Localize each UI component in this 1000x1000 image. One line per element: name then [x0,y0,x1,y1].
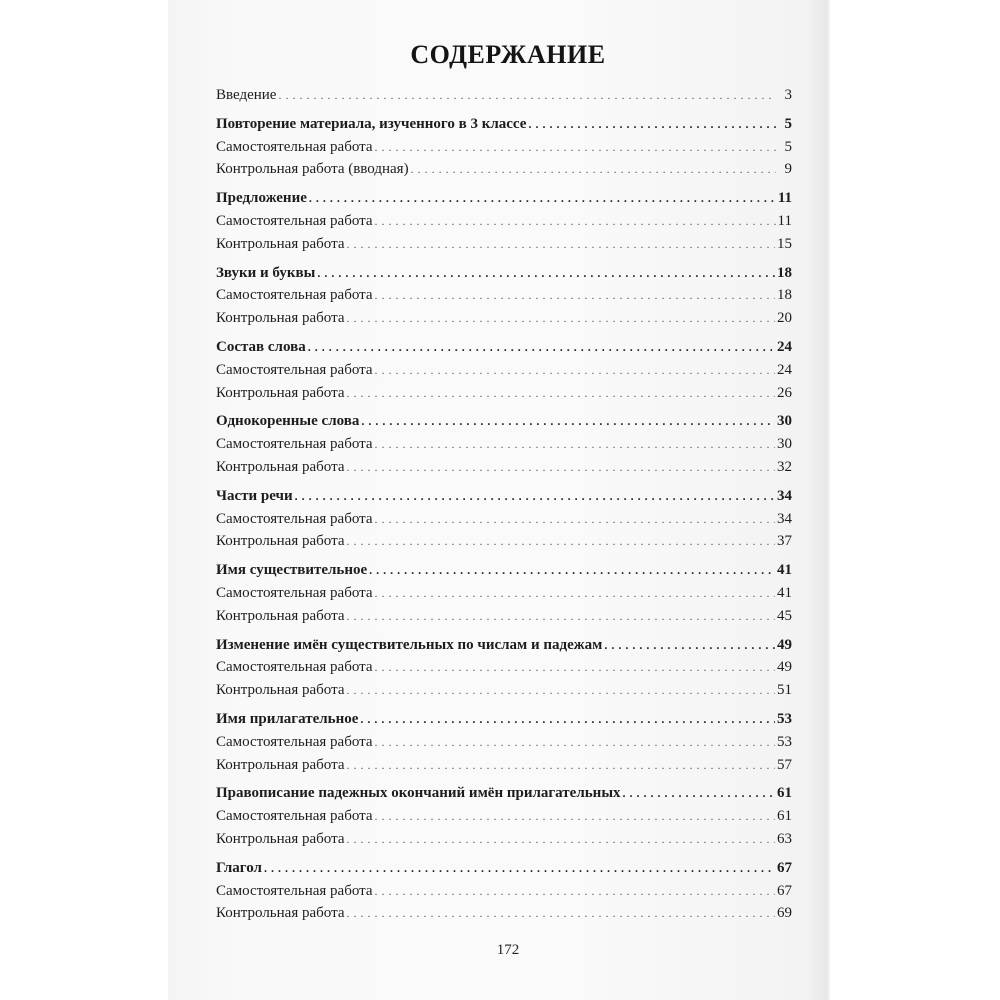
toc-subsection-row [216,605,792,628]
toc-section-row [216,410,792,433]
toc-entry-page: 53 [777,733,792,750]
toc-entry-page: 53 [777,710,792,727]
toc-leader-dots [346,679,775,702]
toc-entry-page: 34 [777,510,792,527]
toc-entry-page: 41 [777,584,792,601]
toc-entry-label: Самостоятельная работа [216,212,373,229]
toc-leader-dots [604,634,775,657]
toc-entry-label: Имя прилагательное [216,710,359,727]
toc-leader-dots [375,805,775,828]
toc-subsection-row [216,508,792,531]
toc-entry-label: Состав слова [216,338,306,355]
toc-entry-page: 67 [777,859,792,876]
toc-entry-label: Глагол [216,859,262,876]
toc-entry-page: 3 [784,87,792,103]
toc-entry-label: Контрольная работа (вводная) [216,161,409,178]
toc-entry-page: 49 [777,659,792,676]
toc-subsection-row [216,582,792,605]
toc-leader-dots [346,456,775,479]
toc-section-row [216,113,792,136]
toc-leader-dots [309,187,776,210]
toc-leader-dots [375,284,775,307]
toc-leader-dots [375,582,775,605]
toc-subsection-row [216,233,792,256]
toc-section-row [216,782,792,805]
toc-subsection-row [216,359,792,382]
toc-entry-page: 69 [777,905,792,922]
toc-entry-page: 45 [777,607,792,624]
toc-entry-label: Контрольная работа [216,458,345,475]
toc-entry-page: 20 [777,310,792,327]
toc-entry-label: Самостоятельная работа [216,882,373,899]
toc-leader-dots [375,508,775,531]
toc-entry-page: 63 [777,830,792,847]
table-of-contents [216,84,792,925]
toc-subsection-row [216,530,792,553]
toc-entry-label: Звуки и буквы [216,264,316,281]
toc-entry-page: 11 [777,212,792,229]
toc-leader-dots [375,359,775,382]
toc-leader-dots [346,754,775,777]
toc-entry-page: 67 [777,882,792,899]
toc-section-row [216,857,792,880]
toc-entry-page: 34 [777,487,792,504]
toc-leader-dots [346,233,775,256]
toc-leader-dots [360,708,775,731]
toc-leader-dots [375,731,775,754]
toc-entry-page: 24 [777,338,792,355]
toc-entry-label: Однокоренные слова [216,413,360,430]
toc-section-row [216,559,792,582]
toc-entry-label: Контрольная работа [216,756,345,773]
toc-entry-page: 41 [777,562,792,579]
toc-entry-label: Самостоятельная работа [216,287,373,304]
toc-entry-page: 37 [777,533,792,550]
toc-entry-page: 9 [784,161,792,178]
toc-leader-dots [278,84,776,107]
toc-leader-dots [346,382,775,405]
toc-entry-label: Самостоятельная работа [216,584,373,601]
toc-section-row [216,485,792,508]
toc-entry-label: Контрольная работа [216,384,345,401]
toc-subsection-row [216,136,792,159]
toc-entry-page: 24 [777,361,792,378]
toc-entry-label: Самостоятельная работа [216,510,373,527]
toc-entry-label: Самостоятельная работа [216,436,373,453]
toc-subsection-row [216,656,792,679]
toc-leader-dots [369,559,775,582]
toc-subsection-row [216,307,792,330]
toc-subsection-row [216,433,792,456]
toc-entry-label: Самостоятельная работа [216,808,373,825]
toc-entry-label: Контрольная работа [216,235,345,252]
toc-subsection-row [216,382,792,405]
toc-subsection-row [216,679,792,702]
toc-entry-label: Самостоятельная работа [216,659,373,676]
toc-leader-dots [295,485,775,508]
toc-entry-label: Контрольная работа [216,830,345,847]
toc-subsection-row [216,828,792,851]
toc-subsection-row [216,210,792,233]
page-edge-shadow [806,0,830,1000]
toc-entry-page: 5 [784,115,792,132]
toc-subsection-row [216,880,792,903]
toc-leader-dots [375,433,775,456]
toc-leader-dots [346,605,775,628]
toc-entry-label: Повторение материала, изученного в 3 классе [216,115,527,132]
toc-entry-label: Введение [216,87,277,103]
toc-section-row [216,336,792,359]
toc-leader-dots [361,410,775,433]
toc-entry-page: 5 [784,138,792,155]
toc-subsection-row [216,902,792,925]
toc-leader-dots [308,336,775,359]
toc-entry-label: Предложение [216,190,307,207]
toc-entry-label: Самостоятельная работа [216,138,373,155]
toc-entry-label: Контрольная работа [216,533,345,550]
toc-entry-label: Изменение имён существительных по числам и падежам [216,636,603,653]
toc-entry-page: 26 [777,384,792,401]
toc-subsection-row [216,456,792,479]
toc-leader-dots [346,828,775,851]
toc-entry-page: 18 [777,287,792,304]
toc-subsection-row [216,731,792,754]
toc-leader-dots [411,158,776,181]
toc-leader-dots [346,530,775,553]
toc-subsection-row [216,158,792,181]
toc-leader-dots [528,113,776,136]
toc-entry-label: Контрольная работа [216,905,345,922]
toc-leader-dots [375,136,776,159]
toc-leader-dots [346,307,775,330]
toc-leader-dots [375,210,776,233]
toc-entry-page: 30 [777,436,792,453]
toc-leader-dots [264,857,775,880]
page-title: СОДЕРЖАНИЕ [410,40,606,69]
toc-entry-page: 15 [777,235,792,252]
toc-entry-page: 51 [777,682,792,699]
toc-entry-page: 49 [777,636,792,653]
toc-subsection-row [216,284,792,307]
toc-leader-dots [375,656,775,679]
toc-section-row [216,262,792,285]
toc-leader-dots [317,262,775,285]
toc-subsection-row [216,754,792,777]
toc-entry-page: 11 [777,190,792,207]
toc-entry-page: 32 [777,458,792,475]
toc-section-row [216,708,792,731]
toc-entry-page: 18 [777,264,792,281]
toc-leader-dots [375,880,775,903]
page-number: 172 [496,942,520,958]
toc-entry-label: Контрольная работа [216,607,345,624]
toc-entry-page: 61 [777,808,792,825]
toc-entry-label: Правописание падежных окончаний имён прилагательных [216,785,621,802]
toc-entry-label: Части речи [216,487,293,504]
toc-section-row [216,187,792,210]
toc-intro-row [216,84,792,107]
toc-entry-label: Контрольная работа [216,310,345,327]
toc-entry-label: Самостоятельная работа [216,361,373,378]
toc-entry-page: 61 [777,785,792,802]
toc-section-row [216,634,792,657]
toc-leader-dots [346,902,775,925]
toc-entry-page: 57 [777,756,792,773]
toc-entry-label: Самостоятельная работа [216,733,373,750]
toc-subsection-row [216,805,792,828]
toc-leader-dots [623,782,775,805]
toc-entry-page: 30 [777,413,792,430]
toc-entry-label: Контрольная работа [216,682,345,699]
toc-entry-label: Имя существительное [216,562,368,579]
